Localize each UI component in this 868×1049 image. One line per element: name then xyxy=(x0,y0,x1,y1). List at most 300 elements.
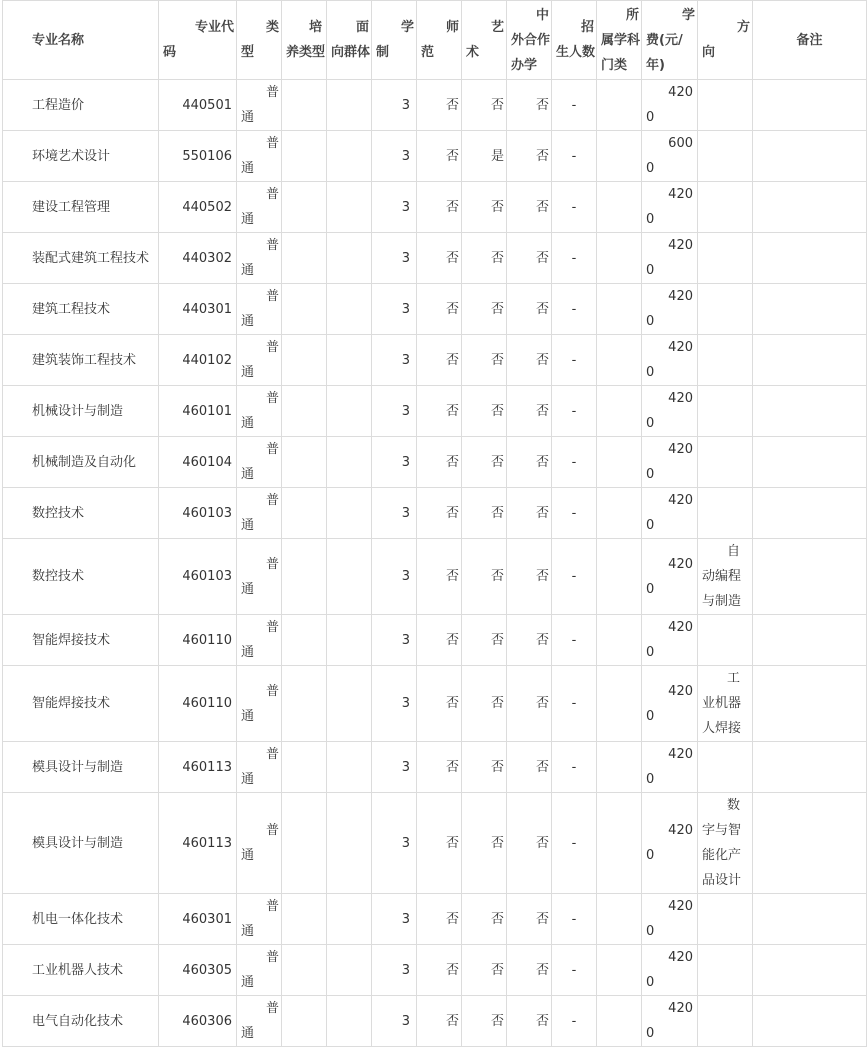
header-note: 备注 xyxy=(753,1,867,80)
cell-category xyxy=(597,615,642,666)
major-name-text: 机电一体化技术 xyxy=(32,911,124,927)
cell-cooperation xyxy=(507,488,552,539)
cell-major-name xyxy=(3,488,159,539)
cell-major-code xyxy=(159,233,237,284)
cell-art xyxy=(462,488,507,539)
cell-art xyxy=(462,539,507,615)
type-text-b: 通 xyxy=(241,772,255,787)
cell-note xyxy=(753,996,867,1047)
cell-enrollment xyxy=(552,386,597,437)
cell-training-type xyxy=(282,131,327,182)
coop-text: 否 xyxy=(535,301,549,317)
cell-direction xyxy=(698,666,753,742)
cell-direction xyxy=(698,335,753,386)
enroll-text: - xyxy=(571,352,577,368)
years-text: 3 xyxy=(401,835,410,851)
cell-target-group xyxy=(327,539,372,615)
fee-text-b: 0 xyxy=(646,772,655,787)
art-text: 否 xyxy=(490,301,504,317)
cell-target-group xyxy=(327,386,372,437)
normal-text: 否 xyxy=(445,97,459,113)
direction-text: 字与智 xyxy=(702,823,742,838)
cell-cooperation xyxy=(507,335,552,386)
fee-text-b: 0 xyxy=(646,645,655,660)
header-training-type: 培 养类型 xyxy=(282,1,327,80)
cell-years xyxy=(372,615,417,666)
coop-text: 否 xyxy=(535,403,549,419)
fee-text-b: 0 xyxy=(646,365,655,380)
cell-type xyxy=(237,666,282,742)
table-row xyxy=(3,539,867,615)
fee-text-a: 420 xyxy=(668,340,693,355)
major-name-text: 工程造价 xyxy=(32,97,85,113)
cell-type xyxy=(237,488,282,539)
table-row xyxy=(3,80,867,131)
cell-target-group xyxy=(327,131,372,182)
cell-years xyxy=(372,284,417,335)
table-row xyxy=(3,284,867,335)
art-text: 否 xyxy=(490,911,504,927)
cell-normal xyxy=(417,793,462,894)
header-code: 专业代 码 xyxy=(159,1,237,80)
cell-note xyxy=(753,386,867,437)
cell-art xyxy=(462,793,507,894)
fee-text-a: 420 xyxy=(668,620,693,635)
cell-target-group xyxy=(327,335,372,386)
art-text: 否 xyxy=(490,1013,504,1029)
cell-cooperation xyxy=(507,233,552,284)
table-row xyxy=(3,793,867,894)
cell-cooperation xyxy=(507,996,552,1047)
major-code-text: 550106 xyxy=(182,148,232,164)
type-text-a: 普 xyxy=(265,683,279,699)
major-code-text: 460305 xyxy=(182,962,232,978)
cell-target-group xyxy=(327,742,372,793)
cell-type xyxy=(237,894,282,945)
cell-normal xyxy=(417,945,462,996)
cell-fee xyxy=(642,182,698,233)
years-text: 3 xyxy=(401,505,410,521)
table-row xyxy=(3,945,867,996)
table-row xyxy=(3,615,867,666)
cell-category xyxy=(597,793,642,894)
art-text: 否 xyxy=(490,454,504,470)
cell-direction xyxy=(698,437,753,488)
type-text-b: 通 xyxy=(241,975,255,990)
cell-major-code xyxy=(159,793,237,894)
type-text-a: 普 xyxy=(265,85,279,100)
fee-text-b: 0 xyxy=(646,416,655,431)
coop-text: 否 xyxy=(535,632,549,648)
cell-major-name xyxy=(3,131,159,182)
normal-text: 否 xyxy=(445,569,459,584)
years-text: 3 xyxy=(401,352,410,368)
type-text-b: 通 xyxy=(241,581,255,597)
cell-enrollment xyxy=(552,615,597,666)
fee-text-a: 420 xyxy=(668,391,693,406)
normal-text: 否 xyxy=(445,911,459,927)
cell-type xyxy=(237,793,282,894)
type-text-b: 通 xyxy=(241,212,255,227)
cell-cooperation xyxy=(507,793,552,894)
header-cooperation: 中 外合作 办学 xyxy=(507,1,552,80)
cell-cooperation xyxy=(507,539,552,615)
major-name-text: 建设工程管理 xyxy=(32,199,111,215)
cell-note xyxy=(753,233,867,284)
fee-text-b: 0 xyxy=(646,975,655,990)
type-text-a: 普 xyxy=(265,289,279,304)
coop-text: 否 xyxy=(535,1013,549,1029)
cell-category xyxy=(597,742,642,793)
normal-text: 否 xyxy=(445,632,459,648)
fee-text-a: 420 xyxy=(668,683,693,699)
cell-enrollment xyxy=(552,335,597,386)
table-row xyxy=(3,437,867,488)
major-code-text: 460104 xyxy=(182,454,232,470)
direction-text: 人焊接 xyxy=(702,721,742,736)
normal-text: 否 xyxy=(445,250,459,266)
cell-direction xyxy=(698,284,753,335)
cell-major-code xyxy=(159,742,237,793)
cell-art xyxy=(462,996,507,1047)
cell-years xyxy=(372,80,417,131)
cell-target-group xyxy=(327,80,372,131)
cell-fee xyxy=(642,996,698,1047)
cell-note xyxy=(753,488,867,539)
cell-art xyxy=(462,666,507,742)
fee-text-a: 420 xyxy=(668,187,693,202)
cell-years xyxy=(372,335,417,386)
cell-major-code xyxy=(159,386,237,437)
normal-text: 否 xyxy=(445,505,459,521)
art-text: 否 xyxy=(490,403,504,419)
normal-text: 否 xyxy=(445,301,459,317)
art-text: 否 xyxy=(490,250,504,266)
cell-type xyxy=(237,131,282,182)
header-years: 学 制 xyxy=(372,1,417,80)
major-code-text: 460113 xyxy=(182,759,232,775)
cell-enrollment xyxy=(552,996,597,1047)
art-text: 否 xyxy=(490,569,504,584)
cell-normal xyxy=(417,386,462,437)
type-text-a: 普 xyxy=(265,747,279,762)
fee-text-b: 0 xyxy=(646,212,655,227)
cell-direction xyxy=(698,182,753,233)
header-enrollment: 招 生人数 xyxy=(552,1,597,80)
direction-text: 业机器 xyxy=(702,696,742,711)
cell-normal xyxy=(417,615,462,666)
type-text-b: 通 xyxy=(241,161,255,176)
cell-major-name xyxy=(3,615,159,666)
cell-training-type xyxy=(282,615,327,666)
cell-target-group xyxy=(327,666,372,742)
major-name-text: 工业机器人技术 xyxy=(32,962,124,978)
fee-text-a: 420 xyxy=(668,85,693,100)
coop-text: 否 xyxy=(535,454,549,470)
cell-major-code xyxy=(159,80,237,131)
cell-target-group xyxy=(327,996,372,1047)
cell-major-code xyxy=(159,335,237,386)
fee-text-b: 0 xyxy=(646,848,655,863)
cell-direction xyxy=(698,742,753,793)
cell-art xyxy=(462,284,507,335)
cell-normal xyxy=(417,182,462,233)
years-text: 3 xyxy=(401,632,410,648)
art-text: 否 xyxy=(490,97,504,113)
years-text: 3 xyxy=(401,403,410,419)
cell-fee xyxy=(642,742,698,793)
cell-art xyxy=(462,131,507,182)
cell-enrollment xyxy=(552,233,597,284)
cell-years xyxy=(372,233,417,284)
cell-major-name xyxy=(3,437,159,488)
years-text: 3 xyxy=(401,301,410,317)
years-text: 3 xyxy=(401,1013,410,1029)
coop-text: 否 xyxy=(535,835,549,851)
cell-normal xyxy=(417,666,462,742)
fee-text-b: 0 xyxy=(646,110,655,125)
cell-art xyxy=(462,233,507,284)
major-name-text: 电气自动化技术 xyxy=(32,1013,124,1029)
cell-type xyxy=(237,615,282,666)
major-name-text: 机械设计与制造 xyxy=(32,403,124,419)
cell-category xyxy=(597,131,642,182)
fee-text-b: 0 xyxy=(646,581,655,597)
enroll-text: - xyxy=(571,759,577,775)
major-name-text: 数控技术 xyxy=(32,505,85,521)
direction-text: 数 xyxy=(726,798,740,813)
cell-major-code xyxy=(159,666,237,742)
cell-years xyxy=(372,437,417,488)
cell-category xyxy=(597,233,642,284)
cell-art xyxy=(462,615,507,666)
fee-text-b: 0 xyxy=(646,518,655,533)
fee-text-b: 0 xyxy=(646,314,655,329)
direction-text: 品设计 xyxy=(702,873,742,888)
cell-enrollment xyxy=(552,894,597,945)
cell-fee xyxy=(642,131,698,182)
cell-target-group xyxy=(327,945,372,996)
cell-direction xyxy=(698,80,753,131)
art-text: 否 xyxy=(490,505,504,521)
cell-note xyxy=(753,666,867,742)
cell-years xyxy=(372,386,417,437)
direction-text: 能化产 xyxy=(702,848,742,863)
cell-major-code xyxy=(159,539,237,615)
years-text: 3 xyxy=(401,569,410,584)
cell-enrollment xyxy=(552,742,597,793)
cell-fee xyxy=(642,539,698,615)
major-table xyxy=(2,0,867,1047)
art-text: 是 xyxy=(490,148,504,164)
cell-major-code xyxy=(159,996,237,1047)
normal-text: 否 xyxy=(445,962,459,978)
cell-note xyxy=(753,80,867,131)
cell-major-name xyxy=(3,996,159,1047)
type-text-a: 普 xyxy=(265,620,279,635)
cell-enrollment xyxy=(552,131,597,182)
major-name-text: 模具设计与制造 xyxy=(32,759,124,775)
type-text-b: 通 xyxy=(241,518,255,533)
major-name-text: 装配式建筑工程技术 xyxy=(32,250,150,266)
header-art: 艺 术 xyxy=(462,1,507,80)
cell-fee xyxy=(642,793,698,894)
cell-target-group xyxy=(327,894,372,945)
art-text: 否 xyxy=(490,962,504,978)
cell-training-type xyxy=(282,335,327,386)
normal-text: 否 xyxy=(445,1013,459,1029)
fee-text-a: 420 xyxy=(668,899,693,914)
coop-text: 否 xyxy=(535,696,549,711)
header-target-group: 面 向群体 xyxy=(327,1,372,80)
header-name: 专业名称 xyxy=(3,1,159,80)
cell-cooperation xyxy=(507,894,552,945)
cell-years xyxy=(372,793,417,894)
enroll-text: - xyxy=(571,199,577,215)
cell-training-type xyxy=(282,793,327,894)
fee-text-b: 0 xyxy=(646,708,655,724)
cell-art xyxy=(462,742,507,793)
cell-training-type xyxy=(282,437,327,488)
cell-cooperation xyxy=(507,182,552,233)
years-text: 3 xyxy=(401,199,410,215)
cell-major-code xyxy=(159,131,237,182)
table-row xyxy=(3,233,867,284)
cell-normal xyxy=(417,335,462,386)
cell-training-type xyxy=(282,666,327,742)
header-fee: 学 费(元/ 年) xyxy=(642,1,698,80)
cell-enrollment xyxy=(552,666,597,742)
cell-direction xyxy=(698,945,753,996)
cell-training-type xyxy=(282,996,327,1047)
cell-direction xyxy=(698,996,753,1047)
type-text-b: 通 xyxy=(241,1026,255,1041)
cell-years xyxy=(372,742,417,793)
cell-category xyxy=(597,996,642,1047)
cell-enrollment xyxy=(552,80,597,131)
table-row xyxy=(3,894,867,945)
cell-cooperation xyxy=(507,945,552,996)
cell-years xyxy=(372,894,417,945)
type-text-a: 普 xyxy=(265,493,279,508)
cell-target-group xyxy=(327,233,372,284)
cell-note xyxy=(753,615,867,666)
cell-major-code xyxy=(159,945,237,996)
cell-training-type xyxy=(282,284,327,335)
cell-cooperation xyxy=(507,386,552,437)
cell-note xyxy=(753,131,867,182)
cell-target-group xyxy=(327,793,372,894)
years-text: 3 xyxy=(401,911,410,927)
coop-text: 否 xyxy=(535,911,549,927)
fee-text-b: 0 xyxy=(646,161,655,176)
cell-enrollment xyxy=(552,437,597,488)
cell-major-code xyxy=(159,615,237,666)
cell-training-type xyxy=(282,182,327,233)
cell-major-name xyxy=(3,793,159,894)
fee-text-a: 600 xyxy=(668,136,693,151)
cell-direction xyxy=(698,615,753,666)
type-text-b: 通 xyxy=(241,708,255,724)
header-category: 所 属学科 门类 xyxy=(597,1,642,80)
cell-direction xyxy=(698,894,753,945)
cell-target-group xyxy=(327,182,372,233)
cell-major-name xyxy=(3,666,159,742)
cell-normal xyxy=(417,233,462,284)
cell-years xyxy=(372,182,417,233)
header-direction: 方 向 xyxy=(698,1,753,80)
cell-years xyxy=(372,945,417,996)
major-code-text: 460103 xyxy=(182,505,232,521)
cell-cooperation xyxy=(507,284,552,335)
cell-major-code xyxy=(159,894,237,945)
enroll-text: - xyxy=(571,1013,577,1029)
table-row xyxy=(3,666,867,742)
major-code-text: 460113 xyxy=(182,835,232,851)
table-row xyxy=(3,182,867,233)
enroll-text: - xyxy=(571,403,577,419)
cell-training-type xyxy=(282,386,327,437)
cell-note xyxy=(753,742,867,793)
cell-cooperation xyxy=(507,615,552,666)
major-name-text: 环境艺术设计 xyxy=(32,148,111,164)
table-row xyxy=(3,335,867,386)
cell-major-name xyxy=(3,80,159,131)
major-code-text: 440502 xyxy=(182,199,232,215)
cell-enrollment xyxy=(552,945,597,996)
coop-text: 否 xyxy=(535,962,549,978)
cell-major-code xyxy=(159,488,237,539)
cell-fee xyxy=(642,615,698,666)
cell-fee xyxy=(642,945,698,996)
coop-text: 否 xyxy=(535,97,549,113)
major-code-text: 440501 xyxy=(182,97,232,113)
cell-training-type xyxy=(282,945,327,996)
cell-years xyxy=(372,666,417,742)
type-text-a: 普 xyxy=(265,340,279,355)
cell-years xyxy=(372,996,417,1047)
major-name-text: 机械制造及自动化 xyxy=(32,454,137,470)
cell-fee xyxy=(642,666,698,742)
header-type: 类 型 xyxy=(237,1,282,80)
major-code-text: 460306 xyxy=(182,1013,232,1029)
table-header-row xyxy=(3,1,867,80)
type-text-a: 普 xyxy=(265,556,279,572)
major-code-text: 460110 xyxy=(182,696,232,711)
normal-text: 否 xyxy=(445,199,459,215)
cell-note xyxy=(753,945,867,996)
normal-text: 否 xyxy=(445,454,459,470)
years-text: 3 xyxy=(401,97,410,113)
cell-type xyxy=(237,742,282,793)
cell-major-name xyxy=(3,335,159,386)
type-text-a: 普 xyxy=(265,899,279,914)
cell-years xyxy=(372,539,417,615)
type-text-a: 普 xyxy=(265,442,279,457)
major-code-text: 440102 xyxy=(182,352,232,368)
cell-major-code xyxy=(159,437,237,488)
cell-major-name xyxy=(3,742,159,793)
cell-art xyxy=(462,894,507,945)
years-text: 3 xyxy=(401,696,410,711)
cell-art xyxy=(462,80,507,131)
cell-type xyxy=(237,284,282,335)
normal-text: 否 xyxy=(445,835,459,851)
cell-years xyxy=(372,488,417,539)
major-code-text: 460101 xyxy=(182,403,232,419)
type-text-b: 通 xyxy=(241,467,255,482)
type-text-b: 通 xyxy=(241,314,255,329)
